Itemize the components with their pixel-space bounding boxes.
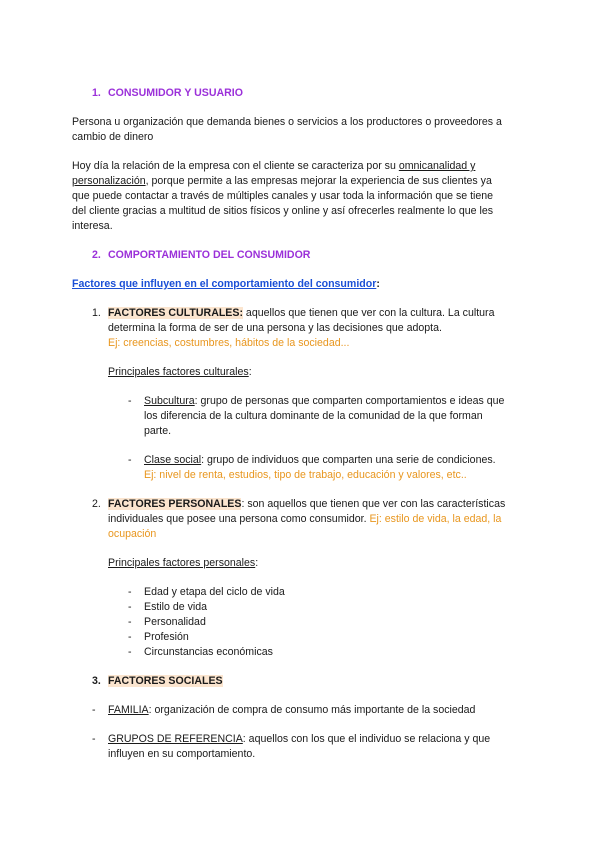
factors-link[interactable]: Factores que influyen en el comportamiento del consumidor — [72, 278, 377, 290]
factors-colon: : — [376, 278, 380, 290]
subcultura-label: Subcultura — [144, 395, 195, 407]
list-bullet: - — [128, 631, 132, 643]
personal-example: Ej: estilo de vida, la edad, la — [369, 513, 502, 525]
cultural-text: aquellos que tienen que ver con la cultura. La cultura — [242, 307, 495, 319]
personal-line-2 — [108, 512, 501, 527]
cultural-principal-heading — [108, 365, 252, 380]
relation-paragraph-line-3: que puede contactar a través de múltiples canales y usar toda la información que se tiene — [72, 190, 494, 202]
grupos-line-1 — [108, 732, 490, 747]
definition-line-1: Persona u organización que demanda bienes o servicios a los productores o proveedores a — [72, 116, 502, 128]
personal-text: : son aquellos que tienen que ver con las características — [241, 498, 506, 510]
list-item: Estilo de vida — [144, 601, 208, 613]
subcultura-line-3: parte. — [144, 425, 172, 437]
social-number: 3. — [92, 675, 101, 687]
subcultura-line-2: los diferencia de la cultura dominante de la comunidad de la que forman — [144, 410, 483, 422]
personalizacion-term: personalización — [72, 175, 146, 187]
cultural-example: Ej: creencias, costumbres, hábitos de la sociedad... — [108, 337, 350, 349]
familia-label: FAMILIA — [108, 704, 149, 716]
cultural-line-1 — [108, 306, 494, 321]
familia-bullet: - — [92, 704, 96, 716]
grupos-label: GRUPOS DE REFERENCIA — [108, 733, 243, 745]
subcultura-text: : grupo de personas que comparten comportamientos e ideas que — [194, 395, 505, 407]
list-bullet: - — [128, 586, 132, 598]
clase-social-line-1 — [144, 453, 496, 468]
section-1-heading: CONSUMIDOR Y USUARIO — [108, 87, 243, 99]
relation-text: Hoy día la relación de la empresa con el cliente se caracteriza por su — [72, 160, 399, 172]
familia-text: : organización de compra de consumo más importante de la sociedad — [148, 704, 476, 716]
list-item: Personalidad — [144, 616, 206, 628]
relation-paragraph-line-2 — [72, 174, 492, 189]
list-item: Circunstancias económicas — [144, 646, 273, 658]
definition-line-2: cambio de dinero — [72, 131, 154, 143]
list-item: Profesión — [144, 631, 189, 643]
personal-principal-label: Principales factores personales — [108, 557, 256, 569]
factors-heading — [72, 277, 380, 292]
grupos-bullet: - — [92, 733, 96, 745]
personal-number: 2. — [92, 498, 101, 510]
relation-paragraph-line-5: interesa. — [72, 220, 113, 232]
relation-paragraph-line-1 — [72, 159, 475, 174]
list-bullet: - — [128, 616, 132, 628]
colon: : — [255, 557, 259, 569]
subcultura-line-1 — [144, 394, 504, 409]
personal-line-1 — [108, 497, 505, 512]
personal-principal-heading — [108, 556, 258, 571]
personal-text: individuales que posee una persona como consumidor. — [108, 513, 370, 525]
cultural-label: FACTORES CULTURALES: — [108, 307, 243, 319]
cultural-principal-label: Principales factores culturales — [108, 366, 249, 378]
personal-label: FACTORES PERSONALES — [108, 498, 242, 510]
relation-text: , porque permite a las empresas mejorar la experiencia de sus clientes ya — [145, 175, 492, 187]
relation-paragraph-line-4: del cliente gracias a multitud de sitios físicos y online y así ofrecerles realmente lo que les — [72, 205, 494, 217]
colon: : — [248, 366, 252, 378]
social-label: FACTORES SOCIALES — [108, 675, 223, 687]
subcultura-bullet: - — [128, 395, 132, 407]
social-heading — [108, 674, 223, 689]
list-item: Edad y etapa del ciclo de vida — [144, 586, 285, 598]
clase-social-label: Clase social — [144, 454, 202, 466]
section-2-number: 2. — [92, 249, 101, 261]
personal-example-line-2: ocupación — [108, 528, 157, 540]
section-2-heading: COMPORTAMIENTO DEL CONSUMIDOR — [108, 249, 311, 261]
cultural-number: 1. — [92, 307, 101, 319]
familia-line — [108, 703, 475, 718]
section-1-number: 1. — [92, 87, 101, 99]
list-bullet: - — [128, 601, 132, 613]
clase-social-bullet: - — [128, 454, 132, 466]
omnicanalidad-term: omnicanalidad y — [398, 160, 476, 172]
clase-social-example: Ej: nivel de renta, estudios, tipo de trabajo, educación y valores, etc.. — [144, 469, 467, 481]
clase-social-text: : grupo de individuos que comparten una serie de condiciones. — [201, 454, 496, 466]
cultural-line-2: determina la forma de ser de una persona y las decisiones que adopta. — [108, 322, 442, 334]
grupos-line-2: influyen en su comportamiento. — [108, 748, 256, 760]
grupos-text: : aquellos con los que el individuo se relaciona y que — [242, 733, 491, 745]
list-bullet: - — [128, 646, 132, 658]
